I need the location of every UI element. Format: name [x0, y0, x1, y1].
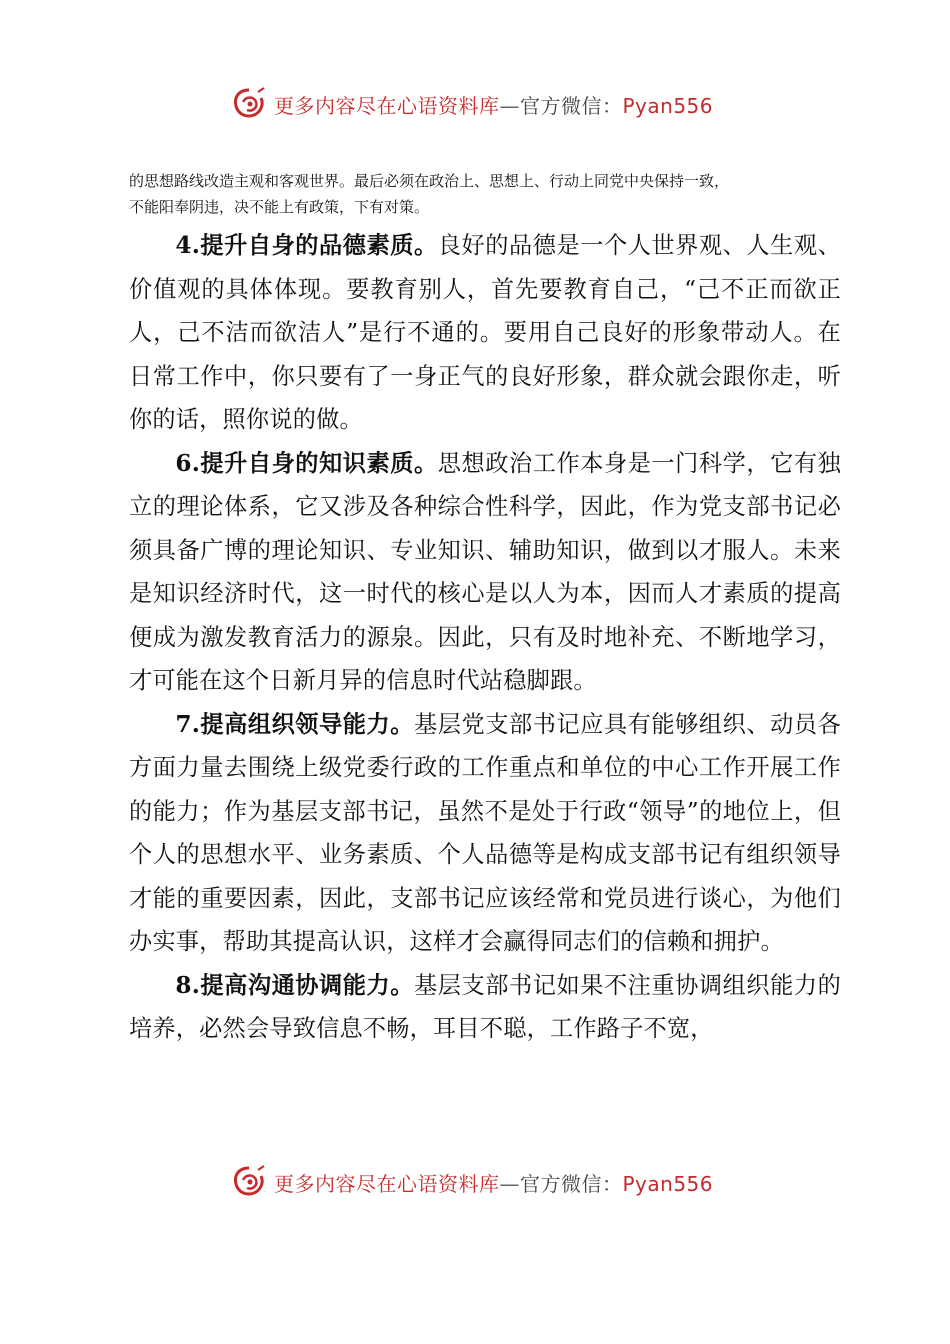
watermark-wechat-id: Pyan556	[622, 93, 714, 118]
watermark-brand: 更多内容尽在心语资料库	[274, 93, 500, 118]
header-watermark	[228, 84, 713, 124]
watermark-brand: 更多内容尽在心语资料库	[274, 1171, 500, 1196]
section-body: 思想政治工作本身是一门科学，它有独立的理论体系，它又涉及各种综合性科学，因此，作为党支部书记必须具备广博的理论知识、专业知识、辅助知识，做到以才服人。未来是知识经济时代，这一时代的核心是以人为本，因而人才素质的提高便成为激发教育活力的源泉。因此，只有及时地补充、不断地学习，才可能在这个日新月异的信息时代站稳脚跟。	[129, 449, 841, 694]
section-heading: 7.提高组织领导能力。	[175, 710, 415, 738]
intro-line: 不能阳奉阴违，决不能上有政策，下有对策。	[129, 198, 430, 216]
section-heading: 4.提升自身的品德素质。	[175, 232, 438, 259]
brand-logo-icon	[228, 1162, 270, 1202]
section-paragraph	[129, 703, 841, 964]
watermark-separator: —	[499, 1171, 520, 1196]
intro-paragraph	[129, 168, 829, 220]
section-body: 良好的品德是一个人世界观、人生观、价值观的具体体现。要教育别人，首先要教育自己，“己不正而欲正人，己不洁而欲洁人”是行不通的。要用自己良好的形象带动人。在日常工作中，你只要有了一身正气的良好形象，群众就会跟你走，听你的话，照你说的做。	[129, 232, 841, 433]
section-paragraph	[129, 442, 841, 703]
watermark-label: 官方微信：	[520, 93, 623, 118]
footer-watermark	[228, 1162, 713, 1202]
brand-logo-icon	[228, 84, 270, 124]
watermark-wechat-id: Pyan556	[622, 1171, 714, 1196]
intro-line: 的思想路线改造主观和客观世界。最后必须在政治上、思想上、行动上同党中央保持一致，	[129, 172, 730, 190]
watermark-text	[274, 1168, 713, 1197]
section-paragraph	[129, 964, 841, 1051]
watermark-label: 官方微信：	[520, 1171, 623, 1196]
section-body: 基层党支部书记应具有能够组织、动员各方面力量去围绕上级党委行政的工作重点和单位的中心工作开展工作的能力；作为基层支部书记，虽然不是处于行政“领导”的地位上，但个人的思想水平、业务素质、个人品德等是构成支部书记有组织领导才能的重要因素，因此，支部书记应该经常和党员进行谈心，为他们办实事，帮助其提高认识，这样才会赢得同志们的信赖和拥护。	[129, 710, 841, 955]
section-body: 基层支部书记如果不注重协调组织能力的培养，必然会导致信息不畅，耳目不聪，工作路子不宽，	[129, 971, 841, 1042]
section-heading: 6.提升自身的知识素质。	[175, 449, 438, 477]
watermark-text	[274, 90, 713, 119]
document-body	[129, 224, 841, 1051]
section-heading: 8.提高沟通协调能力。	[175, 971, 415, 999]
watermark-separator: —	[499, 93, 520, 118]
section-paragraph	[129, 224, 841, 442]
